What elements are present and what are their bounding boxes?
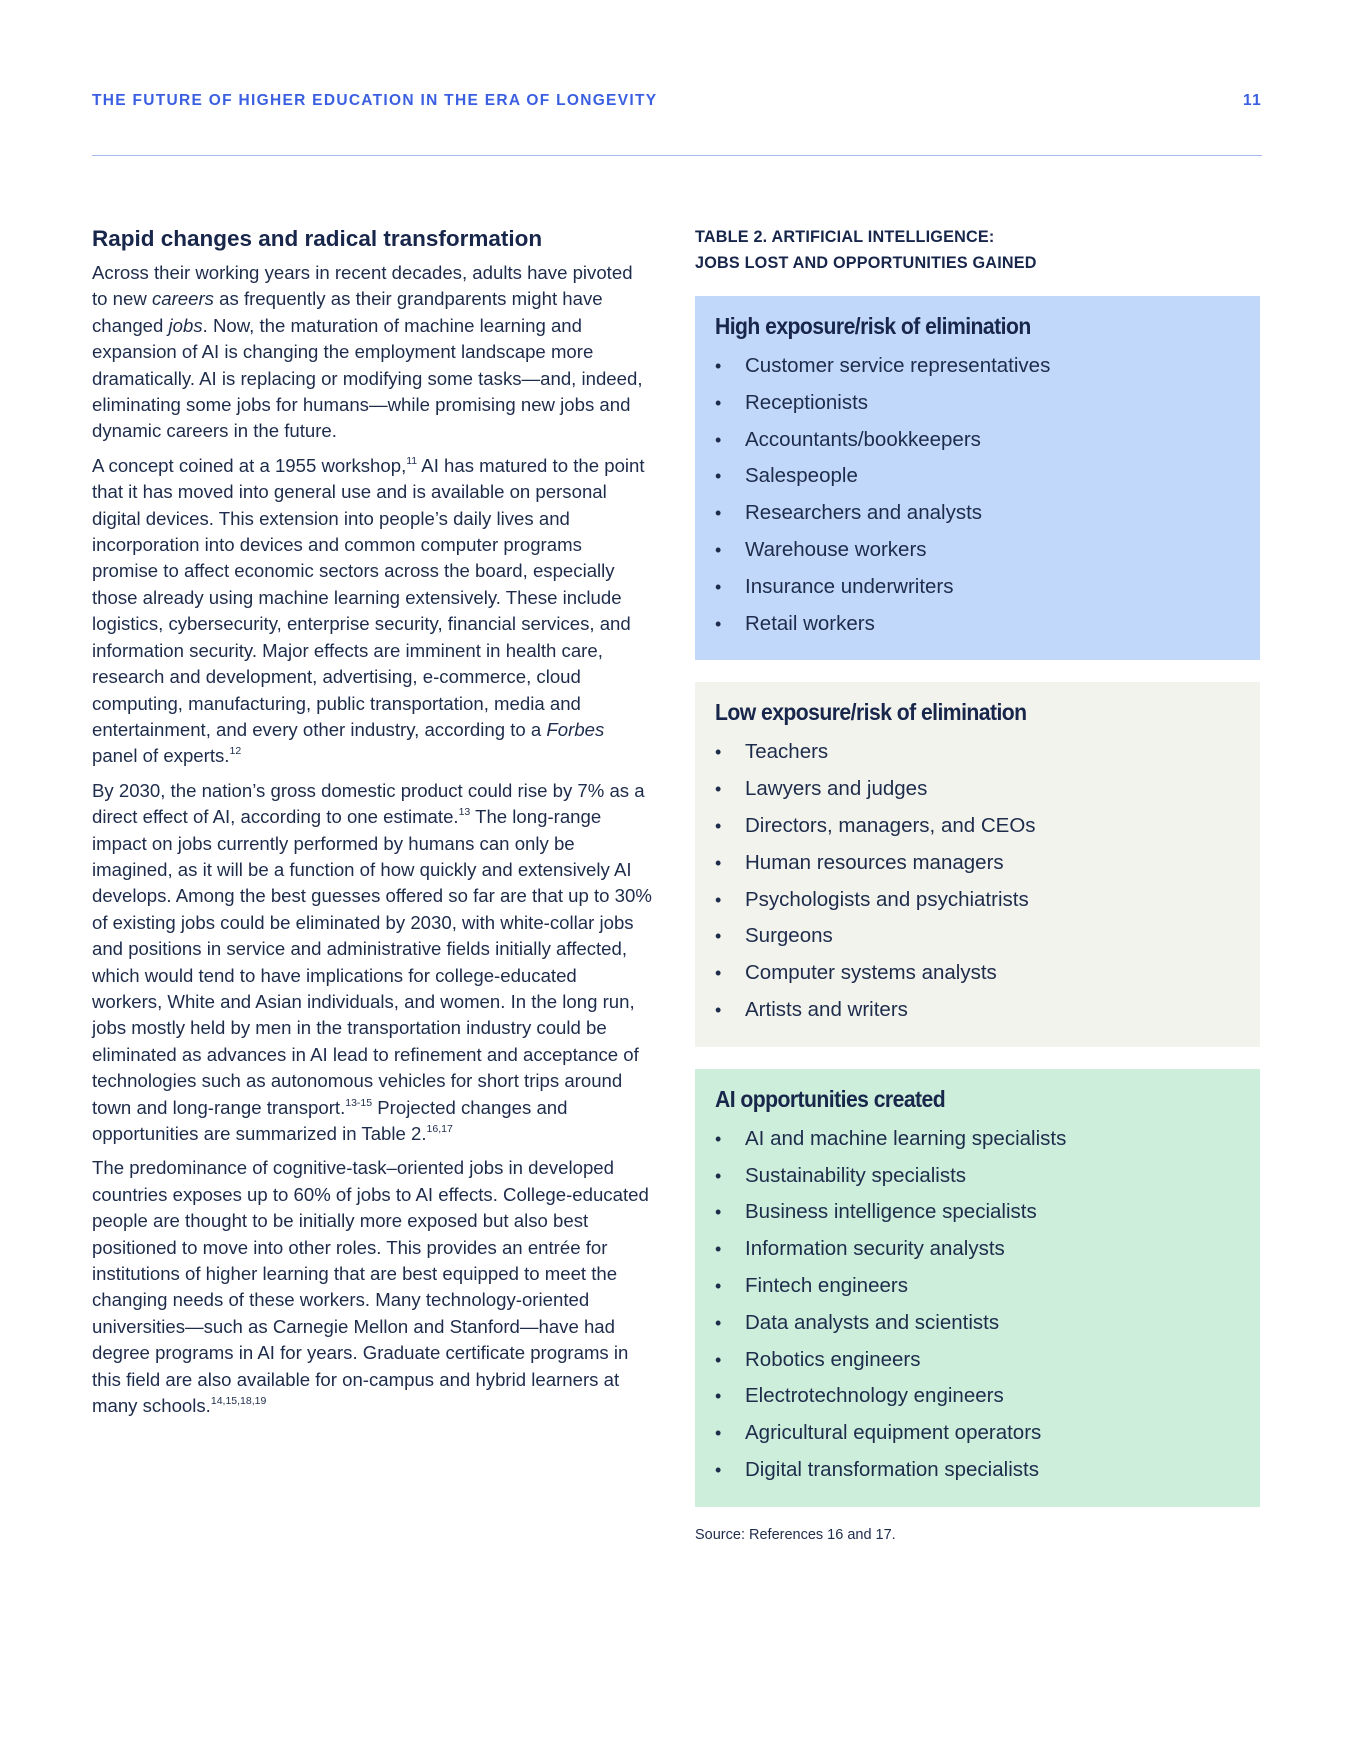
text-run: A concept coined at a 1955 workshop, <box>92 454 407 476</box>
emphasis-text: Forbes <box>546 718 605 740</box>
list-item: • Warehouse workers <box>715 532 1240 569</box>
reference-superscript: 11 <box>406 454 418 467</box>
list-item: • Data analysts and scientists <box>715 1305 1240 1342</box>
list-item: • Agricultural equipment operators <box>715 1415 1240 1452</box>
page-number: 11 <box>1243 92 1262 109</box>
paragraph-2 <box>92 453 652 770</box>
list-item: • Retail workers <box>715 606 1240 643</box>
list-item: • Accountants/bookkeepers <box>715 422 1240 459</box>
table-column <box>695 224 1260 1543</box>
reference-superscript: 12 <box>229 745 242 758</box>
list-item: • Receptionists <box>715 385 1240 422</box>
text-run: panel of experts. <box>92 745 230 767</box>
article-column <box>92 224 652 1427</box>
text-run: as frequently as their grandparents might have changed <box>92 288 603 336</box>
list-item: • Business intelligence specialists <box>715 1194 1240 1231</box>
list-item: • Fintech engineers <box>715 1268 1240 1305</box>
table-title <box>695 224 1260 276</box>
document-title: THE FUTURE OF HIGHER EDUCATION IN THE ERA OF LONGEVITY <box>92 92 658 109</box>
reference-superscript: 13 <box>458 806 471 819</box>
list-item: • Teachers <box>715 734 1240 771</box>
low-exposure-heading: Low exposure/risk of elimination <box>715 699 1027 726</box>
list-item: • Electrotechnology engineers <box>715 1378 1240 1415</box>
ai-opportunities-heading: AI opportunities created <box>715 1085 946 1112</box>
paragraph-3 <box>92 778 652 1148</box>
list-item: • Researchers and analysts <box>715 495 1240 532</box>
high-exposure-list <box>715 348 1240 642</box>
section-heading: Rapid changes and radical transformation <box>92 226 543 251</box>
low-exposure-list <box>715 734 1240 1028</box>
reference-superscript: 16,17 <box>426 1123 453 1135</box>
high-exposure-box <box>695 296 1260 660</box>
list-item: • Lawyers and judges <box>715 771 1240 808</box>
low-exposure-box <box>695 682 1260 1046</box>
reference-superscript: 13-15 <box>345 1096 373 1109</box>
table-title-line: JOBS LOST AND OPPORTUNITIES GAINED <box>695 254 1037 272</box>
header-divider <box>92 155 1262 156</box>
text-run: . Now, the maturation of machine learning and expansion of AI is changing the employment landscape more dramatically. AI is replacing or modifying some tasks—and, indeed, eliminating some jobs for humans—while promising new jobs and dynamic careers in the future. <box>92 314 643 442</box>
ai-opportunities-box <box>695 1069 1260 1507</box>
list-item: • AI and machine learning specialists <box>715 1121 1240 1158</box>
list-item: • Digital transformation specialists <box>715 1452 1240 1489</box>
text-run: Across their working years in recent decades, adults have pivoted to new <box>92 262 633 310</box>
list-item: • Sustainability specialists <box>715 1158 1240 1195</box>
list-item: • Robotics engineers <box>715 1342 1240 1379</box>
emphasis-text: careers <box>151 288 214 310</box>
text-run: The predominance of cognitive-task–oriented jobs in developed countries exposes up to 60% of jobs to AI effects. College-educated people are thought to be initially more exposed but also best positioned to move into other roles. This provides an entrée for institutions of higher learning that are best equipped to meet the changing needs of these workers. Many technology-oriented universities—such as Carnegie Mellon and Stanford—have had degree programs in AI for years. Graduate certificate programs in this field are also available for on-campus and hybrid learners at many schools. <box>92 1157 649 1417</box>
ai-opportunities-list <box>715 1121 1240 1489</box>
list-item: • Artists and writers <box>715 992 1240 1029</box>
list-item: • Surgeons <box>715 918 1240 955</box>
list-item: • Directors, managers, and CEOs <box>715 808 1240 845</box>
emphasis-text: jobs <box>168 314 203 336</box>
table-title-line: TABLE 2. ARTIFICIAL INTELLIGENCE: <box>695 228 995 246</box>
text-run: AI has matured to the point that it has moved into general use and is available on personal digital devices. This extension into people’s daily lives and incorporation into devices and common computer programs promise to affect economic sectors across the board, especially those already using machine learning extensively. These include logistics, cybersecurity, enterprise security, financial services, and information security. Major effects are imminent in health care, research and development, advertising, e-commerce, cloud computing, manufacturing, public transportation, media and entertainment, and every other industry, according to a <box>92 454 645 740</box>
reference-superscript: 14,15,18,19 <box>210 1395 267 1408</box>
running-header <box>92 92 1262 110</box>
list-item: • Salespeople <box>715 458 1240 495</box>
text-run: The long-range impact on jobs currently performed by humans can only be imagined, as it will be a function of how quickly and extensively AI develops. Among the best guesses offered so far are that up to 30% of existing jobs could be eliminated by 2030, with white-collar jobs and positions in service and administrative fields initially affected, which would tend to have implications for college-educated workers, White and Asian individuals, and women. In the long run, jobs mostly held by men in the transportation industry could be eliminated as advances in AI lead to refinement and acceptance of technologies such as autonomous vehicles for short trips around town and long-range transport. <box>92 806 652 1118</box>
table-source-note: Source: References 16 and 17. <box>695 1526 896 1543</box>
list-item: • Psychologists and psychiatrists <box>715 882 1240 919</box>
text-run: By 2030, the nation’s gross domestic product could rise by 7% as a direct effect of AI, according to one estimate. <box>92 779 645 828</box>
paragraph-1 <box>92 260 652 445</box>
high-exposure-heading: High exposure/risk of elimination <box>715 313 1031 339</box>
list-item: • Computer systems analysts <box>715 955 1240 992</box>
text-run: Projected changes and opportunities are summarized in Table 2. <box>92 1096 568 1144</box>
paragraph-4 <box>92 1155 652 1419</box>
list-item: • Customer service representatives <box>715 348 1240 385</box>
list-item: • Information security analysts <box>715 1231 1240 1268</box>
list-item: • Human resources managers <box>715 845 1240 882</box>
list-item: • Insurance underwriters <box>715 569 1240 606</box>
